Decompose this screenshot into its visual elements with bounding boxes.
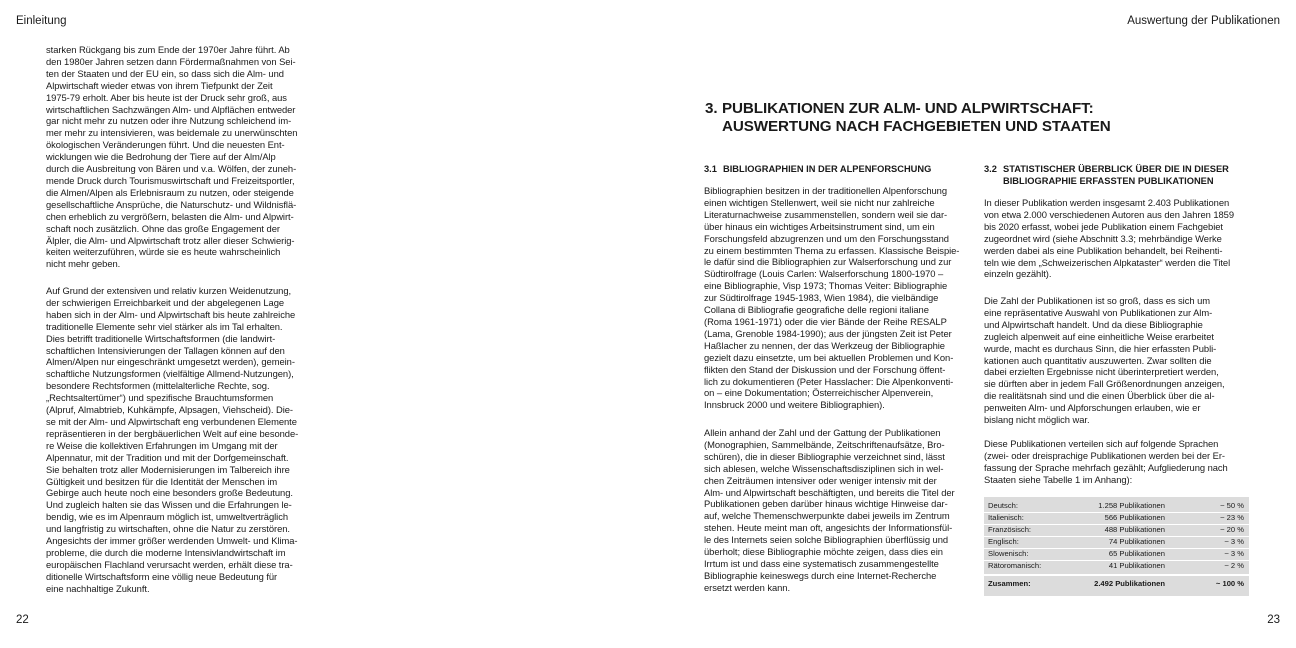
table-language: Italienisch: — [988, 513, 1024, 522]
section-3-2-number: 3.2 — [984, 164, 997, 174]
table-row — [984, 548, 1249, 560]
chapter-title-line-2: AUSWERTUNG NACH FACHGEBIETEN UND STAATEN — [722, 118, 1111, 135]
table-row — [984, 560, 1249, 572]
section-3-1-title: BIBLIOGRAPHIEN IN DER ALPENFORSCHUNG — [723, 164, 932, 174]
section-3-1-paragraph-2: Allein anhand der Zahl und der Gattung der Publikationen (Monographien, Sammelbände, Zeitschriftenaufsätze, Bro- schüren), die in dieser Bibliographie verzeichnet sind, lässt sich ablesen, welche Wissenschaftsdisziplinen sich in wel- chen Zeiträumen intensiver oder weniger intensiv mit der Alm- und Alpwirtschaft beschäftigten, und bereits die Titel der Publikationen geben darüber hinaus wichtige Hinweise dar- auf, welche Themenschwerpunkte dabei jeweils im Zentrum stehen. Heute meint man oft, angesichts der Informationsfül- le des Internets seien solche Bibliographien überflüssig und überholt; diese Bibliographie möchte zeigen, dass dies ein Irrtum ist und dass eine systematisch zusammengestellte Bibliographie keineswegs durch eine Internet-Recherche ersetzt werden kann. — [704, 427, 955, 593]
section-3-2-paragraph-3: Diese Publikationen verteilen sich auf folgende Sprachen (zwei- oder dreisprachige Publikationen werden bei der Er- fassung der Sprache mehrfach gezählt; Aufgliederung nach Staaten siehe Tabelle 1 im Anhang): — [984, 438, 1228, 485]
table-total-count: 2.492 Publikationen — [1094, 579, 1165, 588]
table-count: 41 Publikationen — [1108, 561, 1165, 570]
table-row — [984, 512, 1249, 524]
table-count: 488 Publikationen — [1104, 525, 1165, 534]
running-header-left: Einleitung — [16, 15, 67, 27]
chapter-title — [705, 100, 1125, 136]
table-language: Slowenisch: — [988, 549, 1029, 558]
table-count: 65 Publikationen — [1108, 549, 1165, 558]
table-share: ~ 2 % — [1224, 561, 1244, 570]
table-share: ~ 3 % — [1224, 549, 1244, 558]
left-paragraph-2: Auf Grund der extensiven und relativ kurzen Weidenutzung, der schwierigen Erreichbarkeit und der abgelegenen Lage haben sich in der Alm- und Alpwirtschaft bis heute zahlreiche traditionelle Elemente sehr viel stärker als im Tal erhalten. Dies betrifft traditionelle Wirtschaftsformen (die landwirt- schaftlichen Intensivierungen der Tallagen können auf den Almen/Alpen nur eingeschränkt umgesetzt werden), gemein- schaftliche Nutzungsformen (vielfältige Allmend-Nutzungen), besondere Rechtsformen (mittelalterliche Rechte, sog. „Rechtsaltertümer“) und spezifische Brauchtumsformen (Alpruf, Almabtrieb, Kuhkämpfe, Alpsagen, Viehscheid). Die- se mit der Alm- und Alpwirtschaft eng verbundenen Elemente repräsentieren in der bergbäuerlichen Welt auf eine besonde- re Weise die kollektiven Erfahrungen im Umgang mit der Alpennatur, mit der Tradition und mit der Dorfgemeinschaft. Sie behalten trotz aller Modernisierungen im Talbereich ihre Gültigkeit und besitzen für die Identität der Menschen im Gebirge auch heute noch eine besonders große Bedeutung. Und zugleich halten sie das Wissen und die Erfahrungen le- bendig, wie es im Alpenraum möglich ist, umweltverträglich und langfristig zu wirtschaften, ohne die Natur zu zerstören. Angesichts der immer größer werdenden Umwelt- und Klima- probleme, die durch die moderne Intensivlandwirtschaft im europäischen Flachland verursacht werden, erhält diese tra- ditionelle Wirtschaftsform eine völlig neue Bedeutung für eine nachhaltige Zukunft. — [46, 285, 299, 594]
table-total-row — [984, 578, 1249, 590]
table-language: Deutsch: — [988, 501, 1018, 510]
section-3-1-number: 3.1 — [704, 164, 717, 174]
table-total-label: Zusammen: — [988, 579, 1031, 588]
page-number-right: 23 — [1267, 614, 1280, 626]
table-share: ~ 20 % — [1220, 525, 1244, 534]
table-row — [984, 500, 1249, 512]
language-table — [984, 497, 1249, 596]
table-row — [984, 524, 1249, 536]
section-3-2-paragraph-1: In dieser Publikation werden insgesamt 2.403 Publikationen von etwa 2.000 verschiedenen Autoren aus den Jahren 1859 bis 2020 erfasst, wobei jede Publikation einem Fachgebiet zugeordnet wird (siehe Abschnitt 3.3; mehrbändige Werke werden dabei als eine Publikation behandelt, bei Reihenti- teln wie dem „Schweizerischen Alpkataster“ werden die Titel einzeln gezählt). — [984, 197, 1234, 280]
table-language: Französisch: — [988, 525, 1032, 534]
chapter-number: 3. — [705, 100, 718, 117]
table-total-share: ~ 100 % — [1215, 579, 1244, 588]
table-share: ~ 50 % — [1220, 501, 1244, 510]
table-language: Englisch: — [988, 537, 1019, 546]
running-header-right: Auswertung der Publikationen — [1127, 15, 1280, 27]
table-share: ~ 23 % — [1220, 513, 1244, 522]
table-total-divider — [984, 574, 1249, 576]
left-paragraph-1: starken Rückgang bis zum Ende der 1970er Jahre führt. Ab den 1980er Jahren setzen dann Fördermaßnahmen von Sei- ten der Staaten und der EU ein, so dass sich die Alm- und Alpwirtschaft wieder etwas von ihrem Tiefpunkt der Zeit 1975-79 erholt. Aber bis heute ist der Druck sehr groß, aus wirtschaftlichen Sachzwängen Alm- und Alpflächen entweder gar nicht mehr zu nutzen oder ihre Nutzung schleichend im- mer mehr zu intensivieren, was beidemale zu unerwünschten ökologischen Veränderungen führt. Und die neuesten Ent- wicklungen wie die Bedrohung der Tiere auf der Alm/Alp durch die Ausbreitung von Bären und v.a. Wölfen, der zuneh- mende Druck durch Tourismuswirtschaft und Freizeitsportler, die Almen/Alpen als Erlebnisraum zu nutzen, oder steigende gesellschaftliche Ansprüche, die Naturschutz- und Wildnisflä- chen erheblich zu vergrößern, belasten die Alm- und Alpwirt- schaft noch zusätzlich. Ohne das große Engagement der Älpler, die Alm- und Alpwirtschaft trotz aller dieser Schwierig- keiten weiterzuführen, würde sie es heute wahrscheinlich nicht mehr geben. — [46, 44, 298, 270]
section-3-1-paragraph-1: Bibliographien besitzen in der traditionellen Alpenforschung einen wichtigen Stellenwert, weil sie nicht nur zahlreiche Literaturnachweise zusammenstellen, sondern weil sie dar- über hinaus ein wichtiges Arbeitsinstrument sind, um ein Forschungsfeld abzugrenzen und um den Forschungsstand zu einem bestimmten Thema zu erfassen. Klassische Beispie- le dafür sind die Bibliographien zur Walserforschung und zur Südtirolfrage (Louis Carlen: Walserforschung 1800-1970 – eine Bibliographie, Visp 1973; Thomas Veiter: Bibliographie zur Südtirolfrage 1945-1983, Wien 1984), die vielbändige Collana di Bibliografie geografiche delle regioni italiane (Roma 1961-1971) oder die vier Bände der Reihe RESALP (Lama, Grenoble 1984-1990); aus der jüngsten Zeit ist Peter Haßlacher zu nennen, der das Werkzeug der Bibliographie gezielt dazu einsetzte, um bei aktuellen Problemen und Kon- flikten den Stand der Diskussion und der Forschung öffent- lich zu dokumentieren (Peter Hasslacher: Die Alpenkonventi- on – eine Dokumentation; Österreichischer Alpenverein, Innsbruck 2000 und weitere Bibliographien). — [704, 185, 960, 411]
table-row — [984, 536, 1249, 548]
table-share: ~ 3 % — [1224, 537, 1244, 546]
section-3-1-heading — [704, 164, 931, 176]
section-3-2-heading — [984, 164, 1229, 187]
table-count: 74 Publikationen — [1108, 537, 1165, 546]
page-number-left: 22 — [16, 614, 29, 626]
section-3-2-title-line-2: BIBLIOGRAPHIE ERFASSTEN PUBLIKATIONEN — [1003, 175, 1214, 186]
chapter-title-line-1: PUBLIKATIONEN ZUR ALM- UND ALPWIRTSCHAFT: — [722, 100, 1094, 117]
table-count: 566 Publikationen — [1104, 513, 1165, 522]
section-3-2-title-line-1: STATISTISCHER ÜBERBLICK ÜBER DIE IN DIESER — [1003, 164, 1229, 174]
table-language: Rätoromanisch: — [988, 561, 1042, 570]
section-3-2-paragraph-2: Die Zahl der Publikationen ist so groß, dass es sich um eine repräsentative Auswahl von Publikationen zur Alm- und Alpwirtschaft handelt. Und da diese Bibliographie zugleich alpenweit auf eine einheitliche Weise erarbeitet wurde, macht es durchaus Sinn, die hier erfassten Publi- kationen auch quantitativ auszuwerten. Zwar sollten die dabei erzielten Ergebnisse nicht überinterpretiert werden, sie dürften aber in jedem Fall Größenordnungen anzeigen, die realitätsnah sind und die einen Überblick über die al- penweiten Alm- und Alpforschungen erlauben, wie er bislang nicht möglich war. — [984, 295, 1225, 426]
table-count: 1.258 Publikationen — [1098, 501, 1165, 510]
